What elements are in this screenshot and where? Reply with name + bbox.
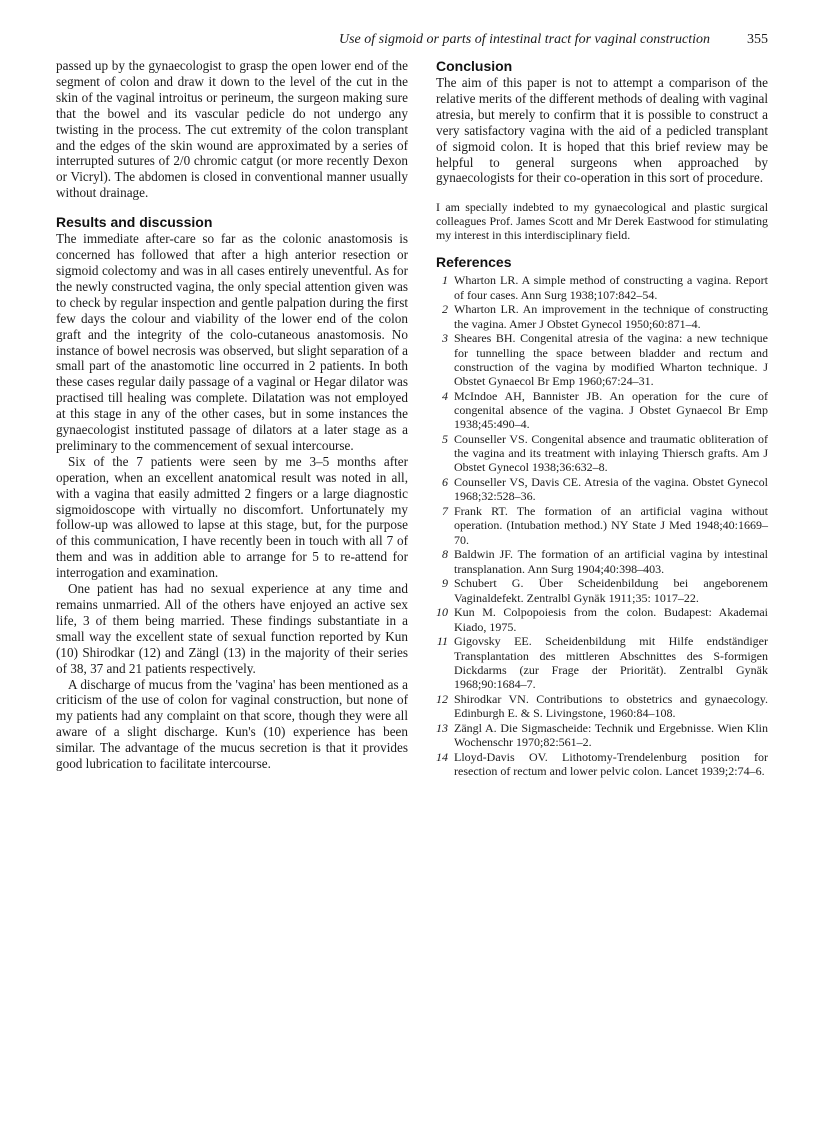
reference-text: Wharton LR. A simple method of constructing a vagina. Report of four cases. Ann Surg 1938;107:842–54. xyxy=(454,273,768,302)
reference-number: 3 xyxy=(442,331,448,346)
reference-number: 13 xyxy=(436,720,448,735)
reference-number: 14 xyxy=(436,749,448,764)
reference-text: Lloyd-Davis OV. Lithotomy-Trendelenburg position for resection of rectum and lower pelvic colon. Lancet 1939;2:74–6. xyxy=(454,749,768,778)
reference-text: Zängl A. Die Sigmascheide: Technik und Ergebnisse. Wien Klin Wochenschr 1970;82:561–2. xyxy=(454,720,768,749)
reference-text: Wharton LR. An improvement in the technique of constructing the vagina. Amer J Obstet Gynecol 1950;60:871–4. xyxy=(454,302,768,331)
reference-item xyxy=(436,721,768,749)
reference-text: Sheares BH. Congenital atresia of the vagina: a new technique for tunnelling the space between bladder and rectum and construction of the vagina by modified Wharton technique. J Obstet Gynaecol Br Emp 1960;67:24–31. xyxy=(454,331,768,388)
reference-item xyxy=(436,504,768,547)
reference-text: Gigovsky EE. Scheidenbildung mit Hilfe endständiger Transplantation des mittleren Abschnittes des S-formigen Dickdarms (zur Frage der Priorität). Zentralbl Gynäk 1968;90:1684–7. xyxy=(454,634,768,691)
reference-number: 12 xyxy=(436,691,448,706)
conclusion-paragraph: The aim of this paper is not to attempt a comparison of the relative merits of the different methods of dealing with vaginal atresia, but merely to confirm that it is possible to construct a very satisfactory vagina with the aid of a pedicled transplant of sigmoid colon. It is hoped that this brief review may be helpful to general surgeons when approached by gynaecologists for their co-operation in this sort of procedure. xyxy=(436,75,768,186)
reference-item xyxy=(436,331,768,388)
page-number: 355 xyxy=(747,32,768,47)
reference-item xyxy=(436,273,768,301)
reference-number: 1 xyxy=(442,273,448,288)
page-header xyxy=(56,32,768,54)
reference-number: 10 xyxy=(436,605,448,620)
reference-item xyxy=(436,547,768,575)
reference-item xyxy=(436,692,768,720)
reference-number: 5 xyxy=(442,431,448,446)
acknowledgement: I am specially indebted to my gynaecological and plastic surgical colleagues Prof. James Scott and Mr Derek Eastwood for stimulating my interest in this interdisciplinary field. xyxy=(436,200,768,243)
reference-number: 6 xyxy=(442,475,448,490)
reference-text: Baldwin JF. The formation of an artificial vagina by intestinal transplanation. Ann Surg 1904;40:398–403. xyxy=(454,547,768,576)
results-heading: Results and discussion xyxy=(56,214,213,231)
reference-number: 8 xyxy=(442,547,448,562)
reference-item xyxy=(436,389,768,432)
reference-text: Frank RT. The formation of an artificial vagina without operation. (Intubation method.) NY State J Med 1948;40:1669–70. xyxy=(454,504,768,547)
reference-text: Shirodkar VN. Contributions to obstetrics and gynaecology. Edinburgh E. & S. Livingstone, 1960:84–108. xyxy=(454,691,768,720)
reference-text: Counseller VS, Davis CE. Atresia of the vagina. Obstet Gynecol 1968;32:528–36. xyxy=(454,475,768,504)
reference-number: 2 xyxy=(442,302,448,317)
right-column xyxy=(436,58,768,779)
left-column xyxy=(56,58,408,772)
conclusion-heading: Conclusion xyxy=(436,58,513,74)
body-paragraph: A discharge of mucus from the 'vagina' has been mentioned as a criticism of the use of colon for vaginal construction, but none of my patients had any complaint on that score, though they were all aware of a slight discharge. Kun's (10) experience has been similar. The advantage of the mucus secretion is that it provides good lubrication to facilitate intercourse. xyxy=(56,676,408,772)
reference-item xyxy=(436,576,768,604)
reference-item xyxy=(436,432,768,475)
reference-text: Counseller VS. Congenital absence and traumatic obliteration of the vagina and its treatment with inlaying Thiersch grafts. Am J Obstet Gynecol 1938;36:632–8. xyxy=(454,431,768,475)
reference-number: 4 xyxy=(442,388,448,403)
reference-number: 9 xyxy=(442,576,448,591)
reference-number: 11 xyxy=(436,634,448,649)
reference-text: Kun M. Colpopoiesis from the colon. Budapest: Akademai Kiado, 1975. xyxy=(454,605,768,634)
body-paragraph: One patient has had no sexual experience at any time and remains unmarried. All of the others have enjoyed an active sex life, 3 of them being married. These findings substantiate in a small way the excellent state of sexual function reported by Kun (10) Shirodkar (12) and Zängl (13) in the majority of their series of 38, 37 and 21 patients respectively. xyxy=(56,581,408,676)
reference-item xyxy=(436,475,768,503)
reference-text: McIndoe AH, Bannister JB. An operation for the cure of congenital absence of the vagina. J Obstet Gynaecol Br Emp 1938;45:490–4. xyxy=(454,388,768,432)
reference-item xyxy=(436,634,768,691)
reference-item xyxy=(436,302,768,330)
running-title: Use of sigmoid or parts of intestinal tract for vaginal construction xyxy=(339,32,710,47)
body-paragraph: Six of the 7 patients were seen by me 3–5 months after operation, when an excellent anatomical result was noted in all, with a vagina that easily admitted 2 fingers or a large diagnostic sigmoidoscope with virtually no discomfort. Unfortunately my follow-up was allowed to lapse at this stage, but, for the purpose of this communication, I have recently been in touch with all 7 of them and was in addition able to arrange for 5 to re-attend for interrogation and examination. xyxy=(56,453,408,581)
reference-number: 7 xyxy=(442,504,448,519)
reference-text: Schubert G. Über Scheidenbildung bei angeborenem Vaginaldefekt. Zentralbl Gynäk 1911;35: 1017–22. xyxy=(454,576,768,605)
reference-item xyxy=(436,750,768,778)
body-paragraph: The immediate after-care so far as the colonic anastomosis is concerned has followed that after a high anterior resection or sigmoid colectomy and was in all cases entirely uneventful. As for the newly constructed vagina, the only special attention given was to check by regular inspection and gentle palpation during the first few days the colour and viability of the lower end of the colon graft and the integrity of the colo-cutaneous anastomosis. No instance of bowel necrosis was observed, but slight separation of a small part of the anastomotic line occurred in 2 patients. In both these cases regular daily passage of a vaginal or Hegar dilator was practised till healing was complete. Dilatation was not employed at this stage in any of the other cases, but in some instances the gynaecologist instituted passage of dilators at a later stage as a preliminary to the commencement of sexual intercourse. xyxy=(56,231,408,453)
body-paragraph: passed up by the gynaecologist to grasp the open lower end of the segment of colon and draw it down to the level of the cut in the skin of the vaginal introitus or perineum, the surgeon making sure that the bowel and its vascular pedicle do not undergo any twisting in the process. The cut extremity of the colon transplant and the edges of the skin wound are approximated by a series of interrupted sutures of 2/0 chromic catgut (or more recently Dexon or Vicryl). The abdomen is closed in conventional manner usually without drainage. xyxy=(56,58,408,201)
reference-list xyxy=(436,273,768,778)
reference-item xyxy=(436,605,768,633)
references-heading: References xyxy=(436,254,512,271)
